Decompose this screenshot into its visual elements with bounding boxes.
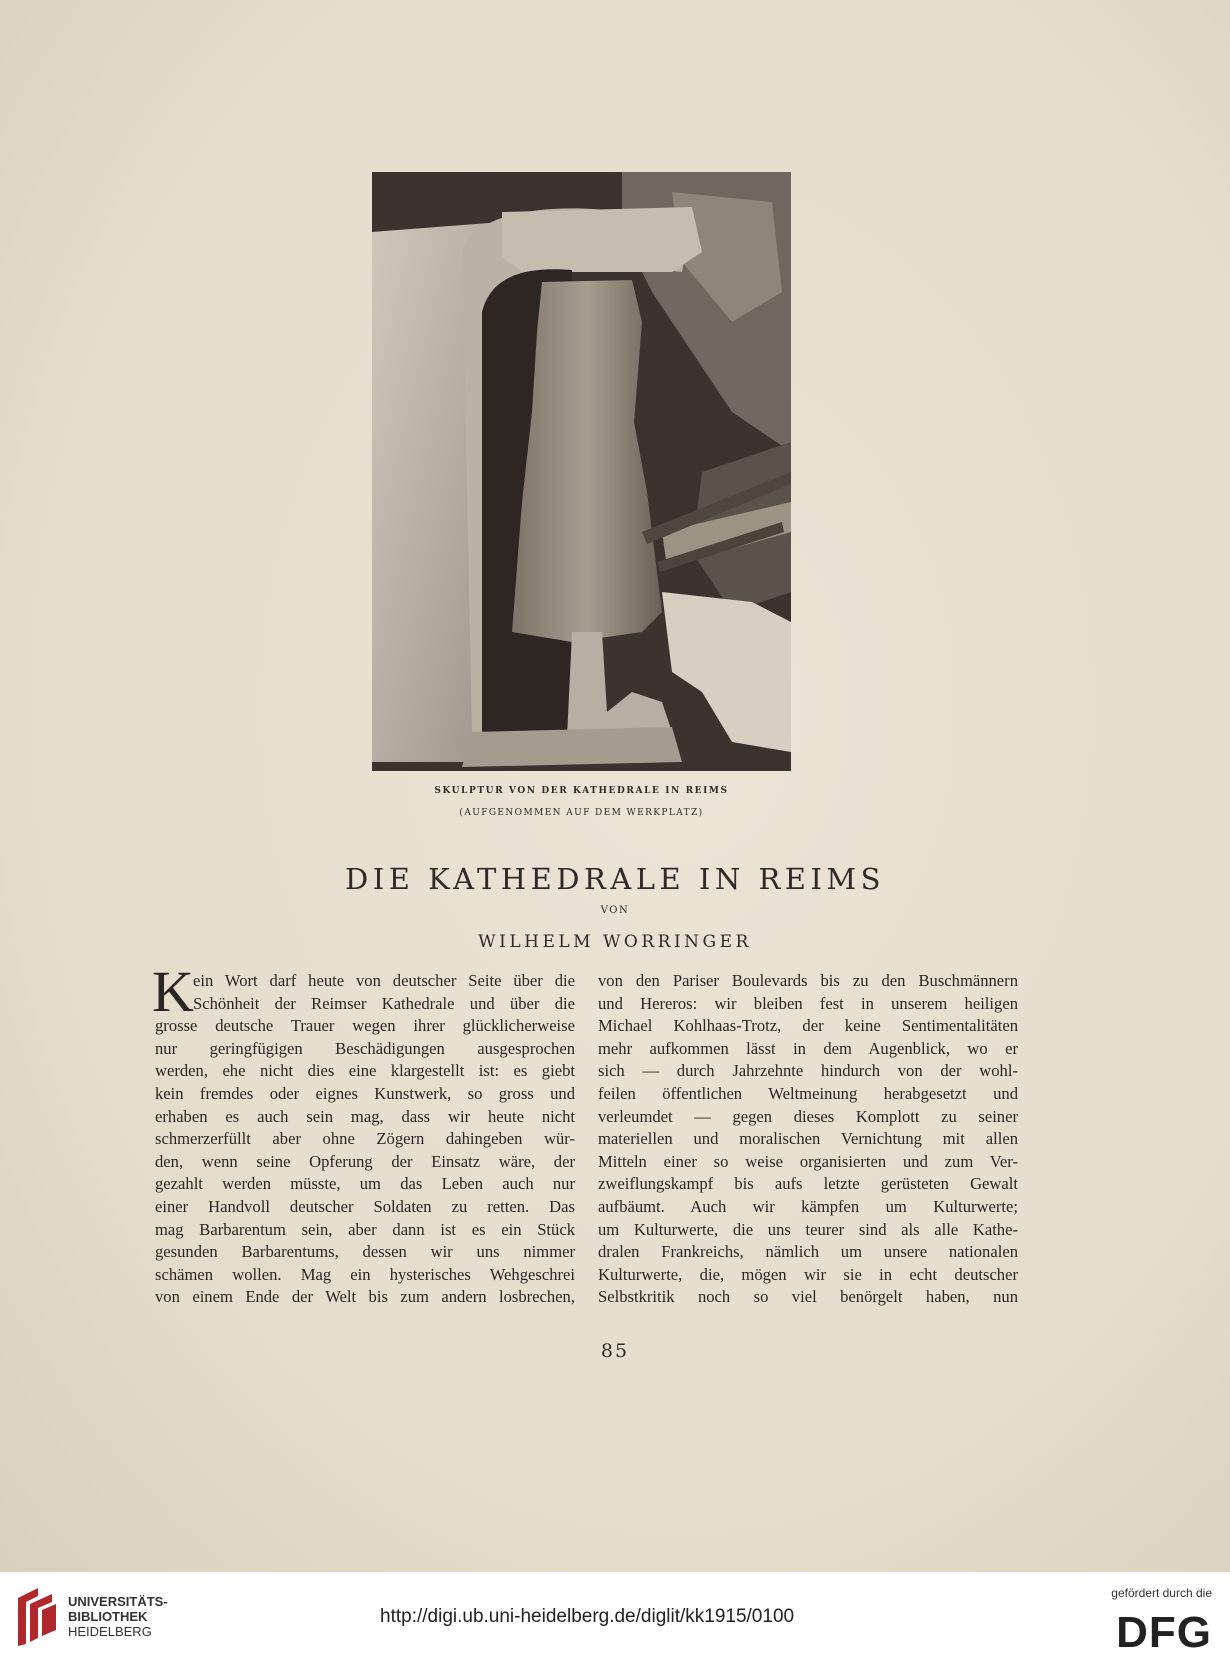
text-line: schämen wollen. Mag ein hysterisches Wehgeschrei [155, 1264, 575, 1284]
text-line: materiellen und moralischen Vernichtung mit allen [598, 1129, 1018, 1149]
text-line: um Kulturwerte, die uns teurer sind als alle Kathe- [598, 1219, 1018, 1239]
text-column-left [155, 970, 575, 1309]
text-line: ein Wort darf heute von deutscher Seite über die [193, 971, 575, 990]
text-line: mag Barbarentum sein, aber dann ist es ein Stück [155, 1219, 575, 1239]
digitization-footer [0, 1572, 1230, 1661]
text-line: schmerzerfüllt aber ohne Zögern dahingeben wür- [155, 1129, 575, 1149]
text-line: grosse deutsche Trauer wegen ihrer glücklicherweise [155, 1016, 575, 1036]
text-line: zweiflungskampf bis aufs letzte gerüsteten Gewalt [598, 1174, 1018, 1194]
drop-cap: K [152, 959, 194, 1024]
text-line: Michael Kohlhaas-Trotz, der keine Sentimentalitäten [598, 1016, 1018, 1036]
permalink-url[interactable]: http://digi.ub.uni-heidelberg.de/diglit/kk1915/0100 [380, 1606, 795, 1627]
page-number: 85 [600, 1340, 630, 1362]
library-name [68, 1594, 168, 1639]
text-line: und Hereros: wir bleiben fest in unserem heiligen [598, 993, 1018, 1013]
text-line: gesunden Barbarentums, dessen wir uns nimmer [155, 1242, 575, 1262]
text-line: verleumdet — gegen dieses Komplott zu seiner [598, 1106, 1018, 1126]
text-line: Mitteln einer so weise organisierten und zum Ver- [598, 1151, 1018, 1171]
library-name-line3: HEIDELBERG [68, 1624, 152, 1639]
library-name-line1: UNIVERSITÄTS- [68, 1594, 168, 1609]
text-line: feilen öffentlichen Weltmeinung herabgesetzt und [598, 1083, 1018, 1103]
text-line: von den Pariser Boulevards bis zu den Buschmännern [598, 971, 1018, 990]
text-line: einer Handvoll deutscher Soldaten zu retten. Das [155, 1196, 575, 1216]
text-line: den, wenn seine Opferung der Einsatz wäre, der [155, 1151, 575, 1171]
text-line: mehr aufkommen lässt in dem Augenblick, wo er [598, 1038, 1018, 1058]
article-author: WILHELM WORRINGER [478, 932, 752, 952]
dfg-logo: DFG [1116, 1608, 1212, 1657]
figure-caption: SKULPTUR VON DER KATHEDRALE IN REIMS [434, 786, 729, 796]
text-line: werden, ehe nicht dies eine klargestellt ist: es giebt [155, 1061, 575, 1081]
library-name-line2: BIBLIOTHEK [68, 1609, 148, 1624]
sculpture-photograph [372, 172, 791, 771]
text-line: Schönheit der Reimser Kathedrale und über die [193, 993, 575, 1013]
text-column-right [598, 970, 1018, 1309]
text-line: dralen Frankreichs, nämlich um unsere nationalen [598, 1242, 1018, 1262]
text-line: Kulturwerte, die, mögen wir sie in echt deutscher [598, 1264, 1018, 1284]
article-title: DIE KATHEDRALE IN REIMS [345, 862, 885, 896]
text-line: nur geringfügigen Beschädigungen ausgesprochen [155, 1038, 575, 1058]
text-line: aufbäumt. Auch wir kämpfen um Kulturwerte; [598, 1196, 1018, 1216]
text-line: erhaben es auch sein mag, dass wir heute nicht [155, 1106, 575, 1126]
text-line: kein fremdes oder eignes Kunstwerk, so gross und [155, 1083, 575, 1103]
text-line: von einem Ende der Welt bis zum andern losbrechen, [155, 1287, 575, 1307]
funding-label: gefördert durch die [1111, 1586, 1212, 1600]
text-line: Selbstkritik noch so viel benörgelt haben, nun [598, 1287, 1018, 1307]
text-line: sich — durch Jahrzehnte hindurch von der wohl- [598, 1061, 1018, 1081]
byline-von: VON [600, 905, 630, 916]
text-line: gezahlt werden müsste, um das Leben auch nur [155, 1174, 575, 1194]
sculpture-image [372, 172, 791, 771]
library-logo-icon [14, 1586, 60, 1652]
figure-subcaption: (AUFGENOMMEN AUF DEM WERKPLATZ) [459, 808, 704, 818]
